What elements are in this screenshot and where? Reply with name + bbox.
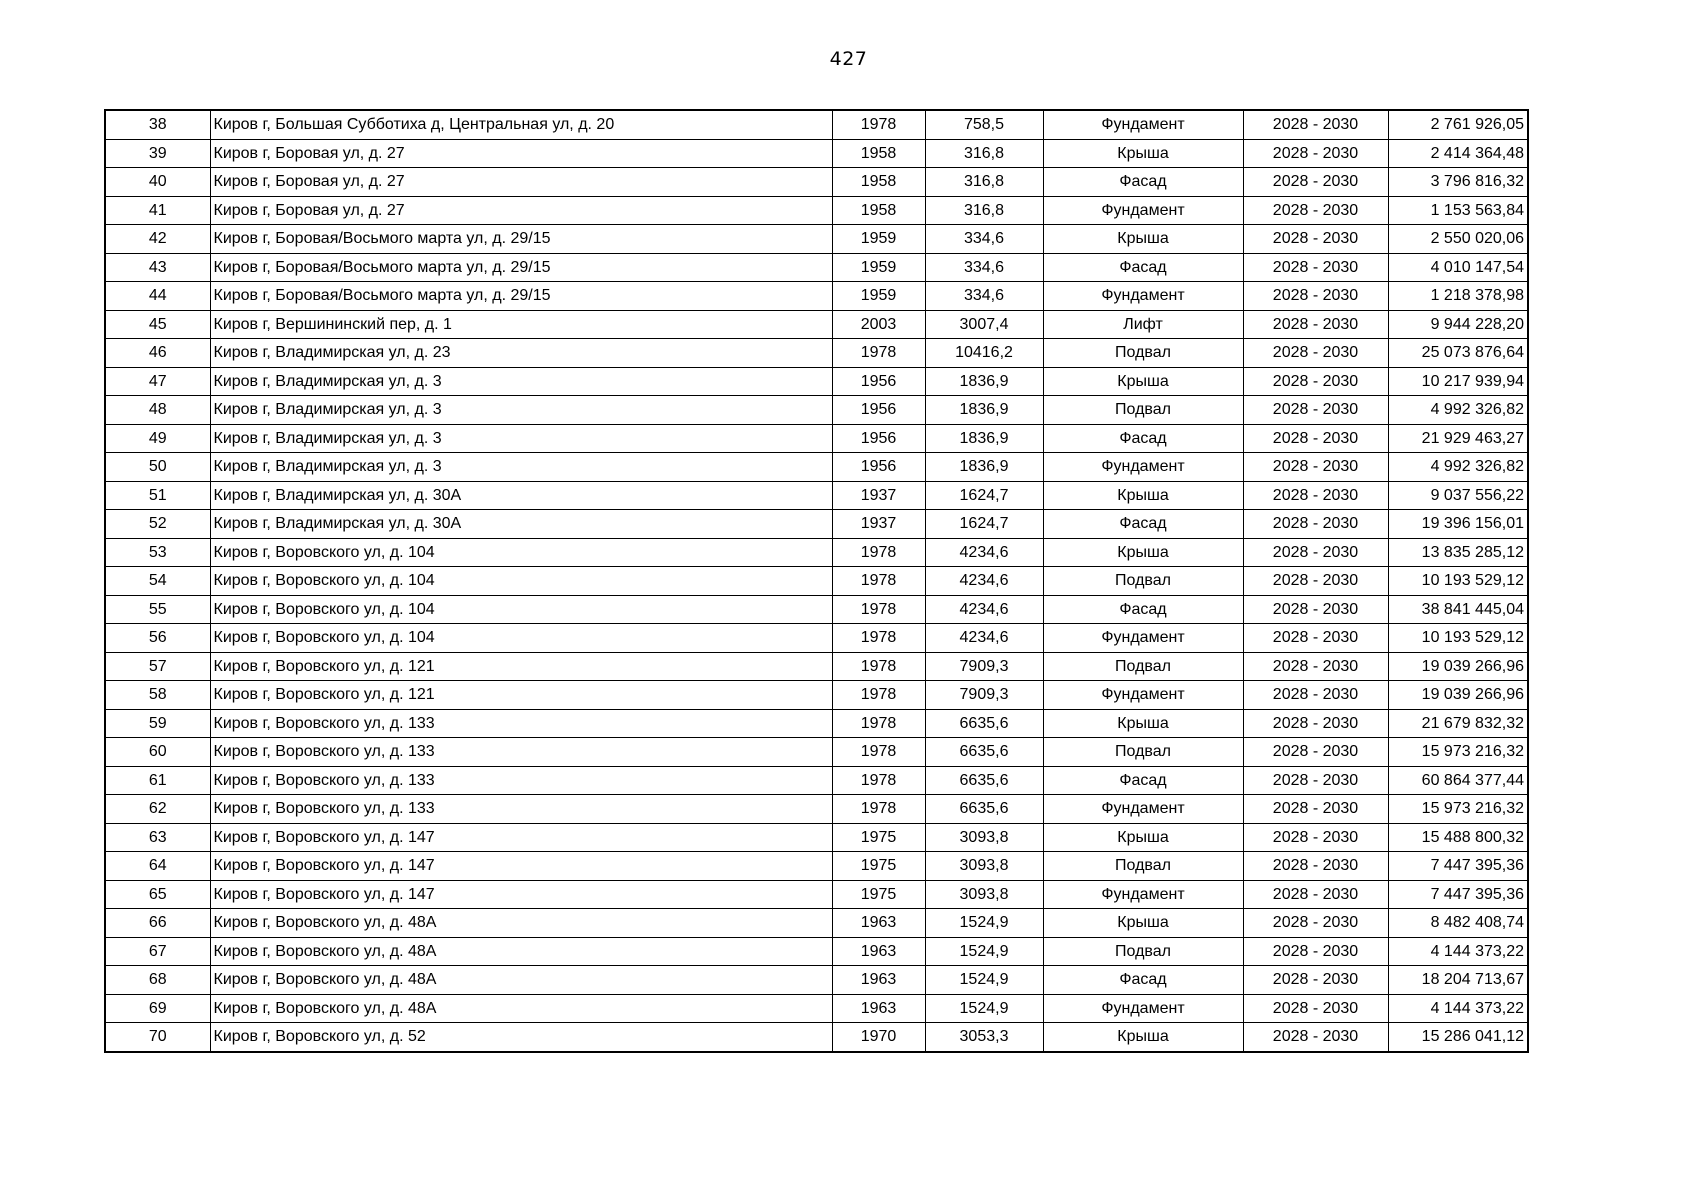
row-number-cell: 44 — [105, 282, 210, 311]
year-built-cell: 1975 — [832, 823, 925, 852]
period-cell: 2028 - 2030 — [1243, 424, 1388, 453]
work-type-cell: Фундамент — [1043, 795, 1243, 824]
area-cell: 334,6 — [925, 282, 1043, 311]
period-cell: 2028 - 2030 — [1243, 339, 1388, 368]
address-cell: Киров г, Воровского ул, д. 48А — [210, 966, 832, 995]
work-type-cell: Подвал — [1043, 738, 1243, 767]
year-built-cell: 1975 — [832, 880, 925, 909]
address-cell: Киров г, Владимирская ул, д. 30А — [210, 510, 832, 539]
period-cell: 2028 - 2030 — [1243, 1023, 1388, 1052]
cost-cell: 38 841 445,04 — [1388, 595, 1528, 624]
table-row — [105, 652, 1528, 681]
area-cell: 4234,6 — [925, 624, 1043, 653]
table-row — [105, 966, 1528, 995]
cost-cell: 4 010 147,54 — [1388, 253, 1528, 282]
area-cell: 1836,9 — [925, 367, 1043, 396]
address-cell: Киров г, Воровского ул, д. 121 — [210, 681, 832, 710]
row-number-cell: 43 — [105, 253, 210, 282]
work-type-cell: Крыша — [1043, 1023, 1243, 1052]
cost-cell: 9 037 556,22 — [1388, 481, 1528, 510]
year-built-cell: 1956 — [832, 453, 925, 482]
address-cell: Киров г, Боровая/Восьмого марта ул, д. 29/15 — [210, 225, 832, 254]
area-cell: 3007,4 — [925, 310, 1043, 339]
cost-cell: 60 864 377,44 — [1388, 766, 1528, 795]
area-cell: 1624,7 — [925, 481, 1043, 510]
address-cell: Киров г, Воровского ул, д. 121 — [210, 652, 832, 681]
row-number-cell: 38 — [105, 110, 210, 139]
work-type-cell: Фасад — [1043, 253, 1243, 282]
row-number-cell: 68 — [105, 966, 210, 995]
period-cell: 2028 - 2030 — [1243, 110, 1388, 139]
address-cell: Киров г, Воровского ул, д. 133 — [210, 766, 832, 795]
address-cell: Киров г, Боровая ул, д. 27 — [210, 196, 832, 225]
row-number-cell: 58 — [105, 681, 210, 710]
period-cell: 2028 - 2030 — [1243, 681, 1388, 710]
address-cell: Киров г, Воровского ул, д. 133 — [210, 738, 832, 767]
cost-cell: 4 992 326,82 — [1388, 396, 1528, 425]
row-number-cell: 65 — [105, 880, 210, 909]
period-cell: 2028 - 2030 — [1243, 396, 1388, 425]
address-cell: Киров г, Воровского ул, д. 133 — [210, 795, 832, 824]
year-built-cell: 1959 — [832, 282, 925, 311]
year-built-cell: 1978 — [832, 110, 925, 139]
area-cell: 4234,6 — [925, 595, 1043, 624]
year-built-cell: 1963 — [832, 937, 925, 966]
period-cell: 2028 - 2030 — [1243, 367, 1388, 396]
work-type-cell: Крыша — [1043, 909, 1243, 938]
area-cell: 4234,6 — [925, 538, 1043, 567]
period-cell: 2028 - 2030 — [1243, 196, 1388, 225]
cost-cell: 13 835 285,12 — [1388, 538, 1528, 567]
area-cell: 3093,8 — [925, 880, 1043, 909]
table-row — [105, 823, 1528, 852]
address-cell: Киров г, Воровского ул, д. 104 — [210, 538, 832, 567]
table-row — [105, 852, 1528, 881]
table-row — [105, 681, 1528, 710]
cost-cell: 19 396 156,01 — [1388, 510, 1528, 539]
cost-cell: 7 447 395,36 — [1388, 880, 1528, 909]
work-type-cell: Подвал — [1043, 937, 1243, 966]
area-cell: 3093,8 — [925, 852, 1043, 881]
work-type-cell: Лифт — [1043, 310, 1243, 339]
year-built-cell: 1978 — [832, 652, 925, 681]
work-type-cell: Фундамент — [1043, 453, 1243, 482]
area-cell: 3093,8 — [925, 823, 1043, 852]
work-type-cell: Фундамент — [1043, 196, 1243, 225]
table-row — [105, 1023, 1528, 1052]
cost-cell: 10 217 939,94 — [1388, 367, 1528, 396]
row-number-cell: 63 — [105, 823, 210, 852]
address-cell: Киров г, Воровского ул, д. 104 — [210, 624, 832, 653]
work-type-cell: Подвал — [1043, 567, 1243, 596]
year-built-cell: 1978 — [832, 624, 925, 653]
year-built-cell: 1956 — [832, 424, 925, 453]
row-number-cell: 69 — [105, 994, 210, 1023]
row-number-cell: 40 — [105, 168, 210, 197]
page-number: 427 — [829, 48, 868, 70]
table-row — [105, 738, 1528, 767]
year-built-cell: 1978 — [832, 595, 925, 624]
cost-cell: 19 039 266,96 — [1388, 652, 1528, 681]
year-built-cell: 1937 — [832, 481, 925, 510]
table-row — [105, 909, 1528, 938]
table-row — [105, 339, 1528, 368]
period-cell: 2028 - 2030 — [1243, 795, 1388, 824]
row-number-cell: 42 — [105, 225, 210, 254]
table-row — [105, 367, 1528, 396]
work-type-cell: Подвал — [1043, 396, 1243, 425]
table-row — [105, 481, 1528, 510]
area-cell: 6635,6 — [925, 738, 1043, 767]
work-type-cell: Крыша — [1043, 139, 1243, 168]
address-cell: Киров г, Воровского ул, д. 104 — [210, 567, 832, 596]
area-cell: 1524,9 — [925, 994, 1043, 1023]
area-cell: 1524,9 — [925, 937, 1043, 966]
row-number-cell: 57 — [105, 652, 210, 681]
period-cell: 2028 - 2030 — [1243, 966, 1388, 995]
area-cell: 10416,2 — [925, 339, 1043, 368]
work-type-cell: Фасад — [1043, 424, 1243, 453]
period-cell: 2028 - 2030 — [1243, 481, 1388, 510]
row-number-cell: 41 — [105, 196, 210, 225]
cost-cell: 10 193 529,12 — [1388, 567, 1528, 596]
cost-cell: 4 144 373,22 — [1388, 994, 1528, 1023]
cost-cell: 2 761 926,05 — [1388, 110, 1528, 139]
work-type-cell: Фасад — [1043, 595, 1243, 624]
table-row — [105, 253, 1528, 282]
period-cell: 2028 - 2030 — [1243, 738, 1388, 767]
work-type-cell: Подвал — [1043, 652, 1243, 681]
cost-cell: 9 944 228,20 — [1388, 310, 1528, 339]
address-cell: Киров г, Воровского ул, д. 133 — [210, 709, 832, 738]
row-number-cell: 61 — [105, 766, 210, 795]
table-row — [105, 709, 1528, 738]
row-number-cell: 55 — [105, 595, 210, 624]
year-built-cell: 1958 — [832, 196, 925, 225]
table-row — [105, 225, 1528, 254]
table-row — [105, 453, 1528, 482]
address-cell: Киров г, Боровая/Восьмого марта ул, д. 29/15 — [210, 253, 832, 282]
period-cell: 2028 - 2030 — [1243, 766, 1388, 795]
work-type-cell: Фундамент — [1043, 994, 1243, 1023]
period-cell: 2028 - 2030 — [1243, 253, 1388, 282]
table-row — [105, 196, 1528, 225]
work-type-cell: Подвал — [1043, 339, 1243, 368]
area-cell: 334,6 — [925, 253, 1043, 282]
period-cell: 2028 - 2030 — [1243, 168, 1388, 197]
row-number-cell: 62 — [105, 795, 210, 824]
table-row — [105, 110, 1528, 139]
address-cell: Киров г, Владимирская ул, д. 3 — [210, 453, 832, 482]
cost-cell: 25 073 876,64 — [1388, 339, 1528, 368]
address-cell: Киров г, Воровского ул, д. 147 — [210, 852, 832, 881]
year-built-cell: 1956 — [832, 367, 925, 396]
address-cell: Киров г, Владимирская ул, д. 30А — [210, 481, 832, 510]
cost-cell: 7 447 395,36 — [1388, 852, 1528, 881]
year-built-cell: 1959 — [832, 253, 925, 282]
year-built-cell: 1975 — [832, 852, 925, 881]
table-row — [105, 139, 1528, 168]
year-built-cell: 1958 — [832, 168, 925, 197]
area-cell: 334,6 — [925, 225, 1043, 254]
address-cell: Киров г, Большая Субботиха д, Центральная ул, д. 20 — [210, 110, 832, 139]
work-type-cell: Крыша — [1043, 709, 1243, 738]
work-type-cell: Крыша — [1043, 481, 1243, 510]
work-type-cell: Фундамент — [1043, 681, 1243, 710]
address-cell: Киров г, Воровского ул, д. 147 — [210, 880, 832, 909]
year-built-cell: 1963 — [832, 994, 925, 1023]
year-built-cell: 1978 — [832, 738, 925, 767]
area-cell: 6635,6 — [925, 795, 1043, 824]
work-type-cell: Фундамент — [1043, 110, 1243, 139]
table-row — [105, 994, 1528, 1023]
year-built-cell: 1978 — [832, 681, 925, 710]
period-cell: 2028 - 2030 — [1243, 453, 1388, 482]
address-cell: Киров г, Владимирская ул, д. 23 — [210, 339, 832, 368]
table-row — [105, 937, 1528, 966]
period-cell: 2028 - 2030 — [1243, 139, 1388, 168]
row-number-cell: 45 — [105, 310, 210, 339]
address-cell: Киров г, Вершининский пер, д. 1 — [210, 310, 832, 339]
cost-cell: 8 482 408,74 — [1388, 909, 1528, 938]
row-number-cell: 66 — [105, 909, 210, 938]
period-cell: 2028 - 2030 — [1243, 880, 1388, 909]
row-number-cell: 47 — [105, 367, 210, 396]
table-row — [105, 538, 1528, 567]
area-cell: 1836,9 — [925, 453, 1043, 482]
table-row — [105, 766, 1528, 795]
year-built-cell: 1958 — [832, 139, 925, 168]
area-cell: 1836,9 — [925, 424, 1043, 453]
row-number-cell: 59 — [105, 709, 210, 738]
address-cell: Киров г, Боровая ул, д. 27 — [210, 139, 832, 168]
area-cell: 316,8 — [925, 139, 1043, 168]
row-number-cell: 48 — [105, 396, 210, 425]
row-number-cell: 50 — [105, 453, 210, 482]
year-built-cell: 1978 — [832, 339, 925, 368]
period-cell: 2028 - 2030 — [1243, 709, 1388, 738]
table-body — [105, 110, 1528, 1052]
work-type-cell: Фундамент — [1043, 282, 1243, 311]
work-type-cell: Крыша — [1043, 225, 1243, 254]
address-cell: Киров г, Боровая ул, д. 27 — [210, 168, 832, 197]
address-cell: Киров г, Воровского ул, д. 48А — [210, 994, 832, 1023]
table-row — [105, 624, 1528, 653]
work-type-cell: Фасад — [1043, 510, 1243, 539]
year-built-cell: 1937 — [832, 510, 925, 539]
cost-cell: 15 973 216,32 — [1388, 738, 1528, 767]
row-number-cell: 53 — [105, 538, 210, 567]
year-built-cell: 1970 — [832, 1023, 925, 1052]
year-built-cell: 1956 — [832, 396, 925, 425]
period-cell: 2028 - 2030 — [1243, 909, 1388, 938]
period-cell: 2028 - 2030 — [1243, 510, 1388, 539]
cost-cell: 2 414 364,48 — [1388, 139, 1528, 168]
address-cell: Киров г, Боровая/Восьмого марта ул, д. 29/15 — [210, 282, 832, 311]
address-cell: Киров г, Воровского ул, д. 147 — [210, 823, 832, 852]
table-row — [105, 880, 1528, 909]
address-cell: Киров г, Воровского ул, д. 52 — [210, 1023, 832, 1052]
area-cell: 1524,9 — [925, 966, 1043, 995]
address-cell: Киров г, Владимирская ул, д. 3 — [210, 424, 832, 453]
work-type-cell: Фасад — [1043, 966, 1243, 995]
row-number-cell: 67 — [105, 937, 210, 966]
year-built-cell: 1978 — [832, 709, 925, 738]
table-row — [105, 567, 1528, 596]
row-number-cell: 56 — [105, 624, 210, 653]
area-cell: 6635,6 — [925, 766, 1043, 795]
address-cell: Киров г, Владимирская ул, д. 3 — [210, 367, 832, 396]
cost-cell: 4 144 373,22 — [1388, 937, 1528, 966]
area-cell: 1524,9 — [925, 909, 1043, 938]
work-type-cell: Фундамент — [1043, 880, 1243, 909]
area-cell: 7909,3 — [925, 652, 1043, 681]
period-cell: 2028 - 2030 — [1243, 567, 1388, 596]
cost-cell: 21 929 463,27 — [1388, 424, 1528, 453]
work-type-cell: Фасад — [1043, 168, 1243, 197]
row-number-cell: 60 — [105, 738, 210, 767]
table-row — [105, 595, 1528, 624]
cost-cell: 15 488 800,32 — [1388, 823, 1528, 852]
address-cell: Киров г, Воровского ул, д. 48А — [210, 937, 832, 966]
table-row — [105, 795, 1528, 824]
row-number-cell: 54 — [105, 567, 210, 596]
year-built-cell: 1978 — [832, 795, 925, 824]
period-cell: 2028 - 2030 — [1243, 282, 1388, 311]
table-row — [105, 396, 1528, 425]
cost-cell: 21 679 832,32 — [1388, 709, 1528, 738]
work-type-cell: Крыша — [1043, 823, 1243, 852]
period-cell: 2028 - 2030 — [1243, 852, 1388, 881]
area-cell: 6635,6 — [925, 709, 1043, 738]
address-cell: Киров г, Владимирская ул, д. 3 — [210, 396, 832, 425]
year-built-cell: 1963 — [832, 966, 925, 995]
table-row — [105, 310, 1528, 339]
cost-cell: 3 796 816,32 — [1388, 168, 1528, 197]
area-cell: 3053,3 — [925, 1023, 1043, 1052]
year-built-cell: 1978 — [832, 567, 925, 596]
area-cell: 758,5 — [925, 110, 1043, 139]
repair-schedule-table — [104, 109, 1529, 1053]
table-row — [105, 424, 1528, 453]
period-cell: 2028 - 2030 — [1243, 595, 1388, 624]
work-type-cell: Крыша — [1043, 538, 1243, 567]
year-built-cell: 1978 — [832, 538, 925, 567]
cost-cell: 1 153 563,84 — [1388, 196, 1528, 225]
period-cell: 2028 - 2030 — [1243, 823, 1388, 852]
period-cell: 2028 - 2030 — [1243, 624, 1388, 653]
area-cell: 7909,3 — [925, 681, 1043, 710]
row-number-cell: 51 — [105, 481, 210, 510]
work-type-cell: Подвал — [1043, 852, 1243, 881]
period-cell: 2028 - 2030 — [1243, 652, 1388, 681]
cost-cell: 2 550 020,06 — [1388, 225, 1528, 254]
area-cell: 1836,9 — [925, 396, 1043, 425]
work-type-cell: Крыша — [1043, 367, 1243, 396]
work-type-cell: Фундамент — [1043, 624, 1243, 653]
address-cell: Киров г, Воровского ул, д. 48А — [210, 909, 832, 938]
year-built-cell: 1959 — [832, 225, 925, 254]
table-row — [105, 168, 1528, 197]
period-cell: 2028 - 2030 — [1243, 994, 1388, 1023]
cost-cell: 18 204 713,67 — [1388, 966, 1528, 995]
cost-cell: 4 992 326,82 — [1388, 453, 1528, 482]
cost-cell: 10 193 529,12 — [1388, 624, 1528, 653]
area-cell: 1624,7 — [925, 510, 1043, 539]
period-cell: 2028 - 2030 — [1243, 310, 1388, 339]
cost-cell: 19 039 266,96 — [1388, 681, 1528, 710]
table-row — [105, 282, 1528, 311]
address-cell: Киров г, Воровского ул, д. 104 — [210, 595, 832, 624]
area-cell: 316,8 — [925, 168, 1043, 197]
row-number-cell: 52 — [105, 510, 210, 539]
table-row — [105, 510, 1528, 539]
period-cell: 2028 - 2030 — [1243, 538, 1388, 567]
cost-cell: 15 286 041,12 — [1388, 1023, 1528, 1052]
row-number-cell: 70 — [105, 1023, 210, 1052]
row-number-cell: 64 — [105, 852, 210, 881]
row-number-cell: 49 — [105, 424, 210, 453]
area-cell: 316,8 — [925, 196, 1043, 225]
cost-cell: 15 973 216,32 — [1388, 795, 1528, 824]
period-cell: 2028 - 2030 — [1243, 937, 1388, 966]
area-cell: 4234,6 — [925, 567, 1043, 596]
cost-cell: 1 218 378,98 — [1388, 282, 1528, 311]
work-type-cell: Фасад — [1043, 766, 1243, 795]
row-number-cell: 46 — [105, 339, 210, 368]
year-built-cell: 1978 — [832, 766, 925, 795]
row-number-cell: 39 — [105, 139, 210, 168]
year-built-cell: 2003 — [832, 310, 925, 339]
period-cell: 2028 - 2030 — [1243, 225, 1388, 254]
year-built-cell: 1963 — [832, 909, 925, 938]
